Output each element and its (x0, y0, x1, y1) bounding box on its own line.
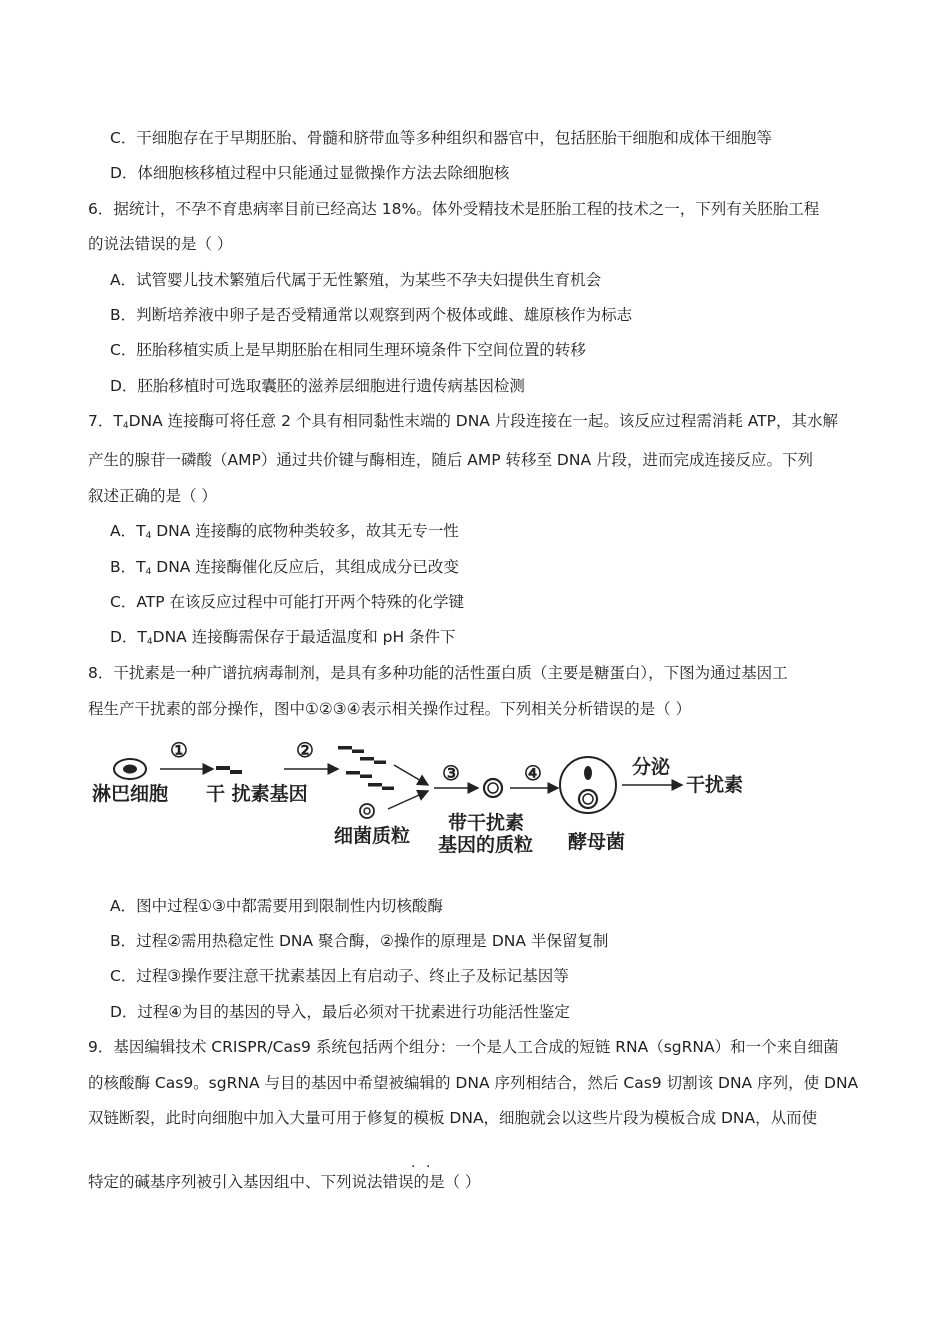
q5-option-c: C．干细胞存在于早期胚胎、骨髓和脐带血等多种组织和器官中，包括胚胎干细胞和成体干细胞等 (110, 129, 772, 147)
q8-option-b: B．过程②需用热稳定性 DNA 聚合酶，②操作的原理是 DNA 半保留复制 (110, 932, 609, 950)
label-recombinant-plasmid-line1: 带干扰素 (448, 812, 525, 834)
q7-option-d (110, 627, 456, 652)
q8-stem-line2: 程生产干扰素的部分操作，图中①②③④表示相关操作过程。下列相关分析错误的是（ ） (88, 700, 692, 718)
interferon-production-diagram (88, 733, 788, 863)
q9-stem-line4: 特定的碱基序列被引入基因组中、下列说法错误的是（ ） (88, 1173, 481, 1191)
q8-option-a: A．图中过程①③中都需要用到限制性内切核酸酶 (110, 897, 443, 915)
q7-option-c: C．ATP 在该反应过程中可能打开两个特殊的化学键 (110, 593, 464, 611)
q7-option-b-text: DNA 连接酶催化反应后，其组成成分已改变 (151, 558, 459, 576)
arrow-fragments-to-step-3 (394, 765, 428, 785)
emphasis-dot: · (426, 1159, 431, 1175)
q7-option-a (110, 521, 459, 546)
q7-option-a-subscript: 4 (145, 531, 152, 541)
recombinant-plasmid-icon (484, 779, 502, 797)
arrow-plasmid-to-step-3 (388, 791, 428, 809)
q7-option-b-label: B．T (110, 558, 146, 576)
step-2-marker: ② (296, 738, 314, 762)
q8-option-c: C．过程③操作要注意干扰素基因上有启动子、终止子及标记基因等 (110, 967, 569, 985)
q6-option-d: D．胚胎移植时可选取囊胚的滋养层细胞进行遗传病基因检测 (110, 377, 525, 395)
label-secretion: 分泌 (632, 756, 671, 778)
q7-stem-line2: 产生的腺苷一磷酸（AMP）通过共价键与酶相连，随后 AMP 转移至 DNA 片段，进而完成连接反应。下列 (88, 451, 813, 469)
q7-option-d-subscript: 4 (146, 637, 153, 647)
q9-stem-line3: 双链断裂，此时向细胞中加入大量可用于修复的模板 DNA，细胞就会以这些片段为模板合成 DNA，从而使 (88, 1109, 818, 1127)
label-bacterial-plasmid: 细菌质粒 (334, 825, 411, 847)
q5-option-d: D．体细胞核移植过程中只能通过显微操作方法去除细胞核 (110, 164, 510, 182)
step-4-marker: ④ (524, 761, 542, 785)
q6-stem-line2: 的说法错误的是（ ） (88, 235, 233, 253)
q7-option-d-text: DNA 连接酶需保存于最适温度和 pH 条件下 (152, 628, 456, 646)
q7-option-b (110, 557, 459, 582)
q7-option-a-text: DNA 连接酶的底物种类较多，故其无专一性 (151, 522, 459, 540)
q7-stem-line3: 叙述正确的是（ ） (88, 487, 217, 505)
q7-option-d-label: D．T (110, 628, 147, 646)
q8-stem-line1: 8．干扰素是一种广谱抗病毒制剂，是具有多种功能的活性蛋白质（主要是糖蛋白），下图为通过基因工 (88, 664, 788, 682)
step-1-marker: ① (170, 738, 188, 762)
amplified-fragments-icon (338, 746, 394, 790)
label-lymphocyte: 淋巴细胞 (92, 783, 169, 805)
q6-stem-line1: 6．据统计，不孕不育患病率目前已经高达 18%。体外受精技术是胚胎工程的技术之一，下列有关胚胎工程 (88, 200, 820, 218)
q8-option-d: D．过程④为目的基因的导入，最后必须对干扰素进行功能活性鉴定 (110, 1003, 570, 1021)
gene-fragment-icon (216, 766, 242, 774)
lymphocyte-icon (114, 759, 146, 779)
step-3-marker: ③ (442, 761, 460, 785)
label-recombinant-plasmid-line2: 基因的质粒 (438, 834, 534, 856)
q7-subscript: 4 (122, 421, 129, 431)
yeast-cell-icon (560, 757, 616, 813)
emphasis-dot: · (411, 1159, 416, 1175)
label-interferon-product: 干扰素 (686, 774, 744, 796)
plasmid-icon (360, 804, 374, 818)
q6-option-a: A．试管婴儿技术繁殖后代属于无性繁殖，为某些不孕夫妇提供生育机会 (110, 271, 602, 289)
q6-option-b: B．判断培养液中卵子是否受精通常以观察到两个极体或雌、雄原核作为标志 (110, 306, 633, 324)
q9-stem-line1: 9．基因编辑技术 CRISPR/Cas9 系统包括两个组分：一个是人工合成的短链 RNA（sgRNA）和一个来自细菌 (88, 1038, 839, 1056)
q6-option-c: C．胚胎移植实质上是早期胚胎在相同生理环境条件下空间位置的转移 (110, 341, 586, 359)
q7-number: 7．T (88, 412, 123, 430)
label-yeast: 酵母菌 (568, 831, 626, 853)
label-interferon-gene: 干 扰素基因 (206, 783, 308, 805)
q9-stem-line2: 的核酸酶 Cas9。sgRNA 与目的基因中希望被编辑的 DNA 序列相结合，然后 Cas9 切割该 DNA 序列，使 DNA (88, 1074, 859, 1092)
q7-option-a-label: A．T (110, 522, 146, 540)
q7-option-b-subscript: 4 (145, 567, 152, 577)
q7-stem-text: DNA 连接酶可将任意 2 个具有相同黏性末端的 DNA 片段连接在一起。该反应过程需消耗 ATP，其水解 (128, 412, 838, 430)
q7-stem-line1 (88, 411, 838, 436)
